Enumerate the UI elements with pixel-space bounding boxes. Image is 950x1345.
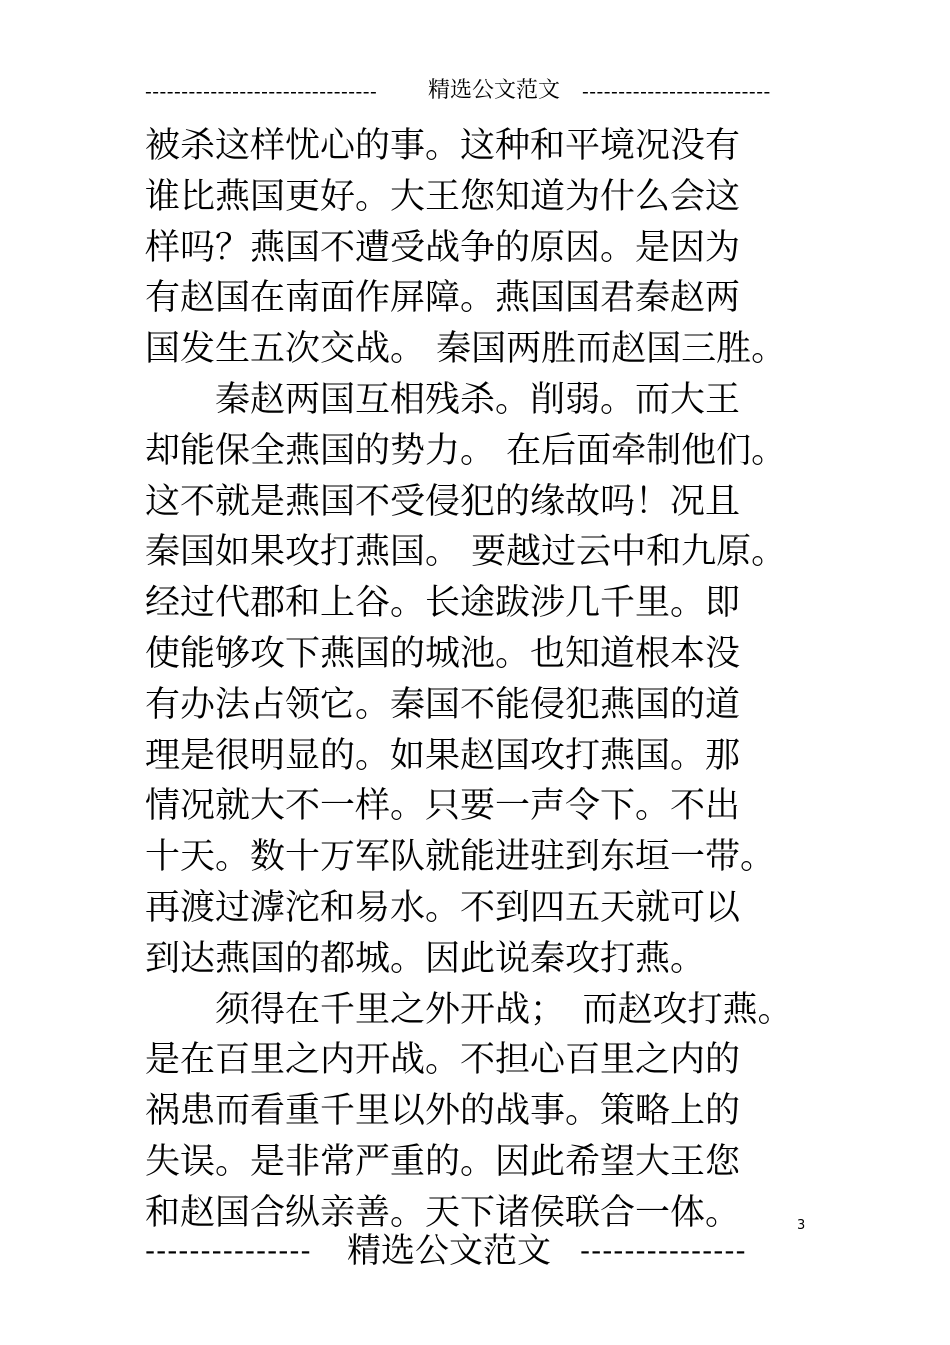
header-dashes-left: --------------------------------	[145, 79, 378, 103]
text-line: 这不就是燕国不受侵犯的缘故吗！况且	[145, 481, 741, 522]
text-line: 失误。是非常严重的。因此希望大王您	[145, 1141, 741, 1182]
text-line: 和赵国合纵亲善。天下诸侯联合一体。	[145, 1192, 741, 1233]
header-title: 精选公文范文	[428, 78, 561, 103]
text-line: 再渡过滹沱和易水。不到四五天就可以	[145, 887, 741, 928]
text-line: 有赵国在南面作屏障。燕国国君秦赵两	[145, 278, 741, 319]
text-line: 有办法占领它。秦国不能侵犯燕国的道	[145, 684, 741, 725]
footer-dashes-left: ---------------	[145, 1234, 312, 1267]
text-line: 使能够攻下燕国的城池。也知道根本没	[145, 633, 741, 674]
text-line: 祸患而看重千里以外的战事。策略上的	[145, 1091, 741, 1132]
text-line: 是在百里之内开战。不担心百里之内的	[145, 1040, 741, 1081]
text-line: 须得在千里之外开战； 而赵攻打燕。	[145, 989, 793, 1030]
page-footer	[145, 1226, 775, 1276]
text-line: 到达燕国的都城。因此说秦攻打燕。	[145, 938, 706, 979]
text-line: 样吗？燕国不遭受战争的原因。是因为	[145, 227, 741, 268]
page-number: 3	[797, 1218, 806, 1233]
text-line: 情况就大不一样。只要一声令下。不出	[145, 786, 741, 827]
text-line: 秦赵两国互相残杀。削弱。而大王	[145, 379, 741, 420]
text-line: 却能保全燕国的势力。 在后面牵制他们。	[145, 430, 787, 471]
text-line: 经过代郡和上谷。长途跋涉几千里。即	[145, 583, 741, 624]
text-line: 谁比燕国更好。大王您知道为什么会这	[145, 176, 741, 217]
text-line: 十天。数十万军队就能进驻到东垣一带。	[145, 837, 776, 878]
text-line: 秦国如果攻打燕国。 要越过云中和九原。	[145, 532, 787, 573]
text-line: 国发生五次交战。 秦国两胜而赵国三胜。	[145, 329, 787, 370]
text-line: 被杀这样忧心的事。这种和平境况没有	[145, 126, 741, 166]
footer-title: 精选公文范文	[347, 1231, 551, 1271]
text-line: 理是很明显的。如果赵国攻打燕国。那	[145, 735, 741, 776]
footer-dashes-right: ---------------	[580, 1234, 747, 1267]
page-header	[145, 76, 775, 106]
document-body	[145, 121, 825, 1239]
header-dashes-right: --------------------------	[582, 79, 771, 103]
